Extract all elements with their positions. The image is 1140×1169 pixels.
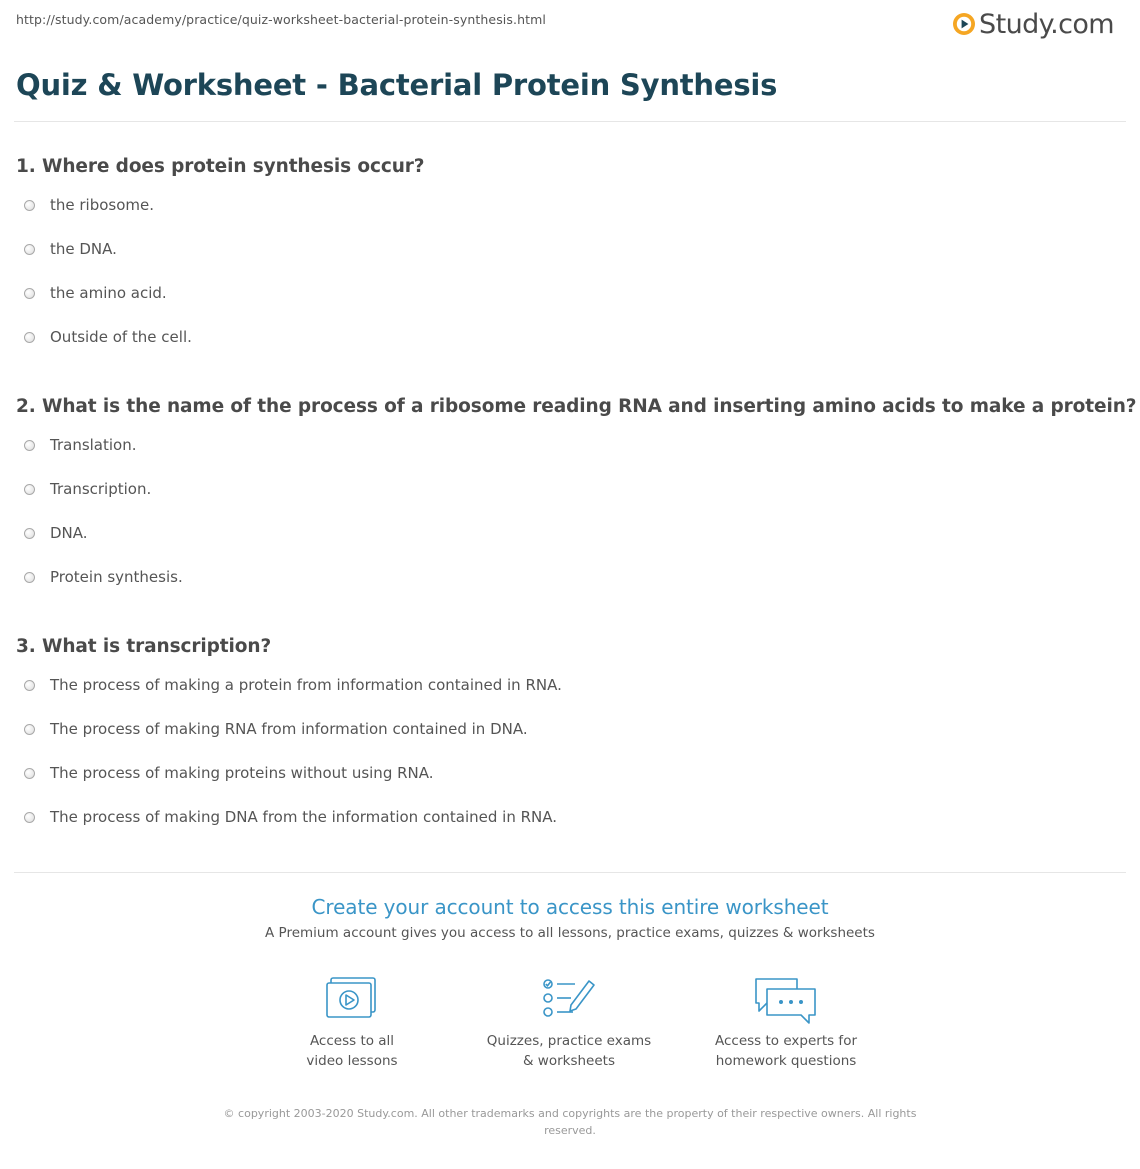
radio-button[interactable] (24, 332, 35, 343)
answer-label: Transcription. (50, 480, 152, 498)
answer-label: the ribosome. (50, 196, 155, 214)
answer-option[interactable] (16, 435, 1126, 479)
radio-button[interactable] (24, 812, 35, 823)
answer-option[interactable] (16, 479, 1126, 523)
radio-button[interactable] (24, 200, 35, 211)
answer-label: the amino acid. (50, 284, 167, 302)
question-3 (16, 632, 1126, 851)
answer-option[interactable] (16, 567, 1126, 611)
answer-option[interactable] (16, 763, 1126, 807)
feature-label-line: homework questions (715, 1053, 857, 1069)
answer-options (16, 435, 1126, 611)
question-text: 1. Where does protein synthesis occur? (16, 156, 425, 177)
question-2 (16, 392, 1137, 611)
feature-experts (686, 975, 886, 1071)
radio-button[interactable] (24, 440, 35, 451)
radio-button[interactable] (24, 244, 35, 255)
chat-bubbles-icon (753, 975, 819, 1027)
feature-label (686, 1031, 886, 1071)
feature-video-lessons (252, 975, 452, 1071)
divider (14, 872, 1126, 873)
answer-option[interactable] (16, 327, 1126, 371)
answer-label: The process of making proteins without using RNA. (50, 764, 434, 782)
answer-label: the DNA. (50, 240, 117, 258)
study-logo[interactable] (952, 6, 1114, 42)
question-text: 2. What is the name of the process of a ribosome reading RNA and inserting amino acids to make a protein? (16, 396, 1137, 417)
answer-label: The process of making DNA from the information contained in RNA. (50, 808, 558, 826)
answer-options (16, 195, 1126, 371)
radio-button[interactable] (24, 572, 35, 583)
radio-button[interactable] (24, 724, 35, 735)
video-lesson-icon (325, 975, 379, 1021)
feature-label-line: Access to all (309, 1033, 395, 1049)
play-circle-icon (952, 12, 976, 36)
question-text: 3. What is transcription? (16, 636, 272, 657)
answer-label: DNA. (50, 524, 88, 542)
copyright-line: reserved. (544, 1124, 596, 1137)
answer-label: Protein synthesis. (50, 568, 183, 586)
quiz-checklist-icon (541, 975, 597, 1021)
copyright-line: © copyright 2003-2020 Study.com. All other trademarks and copyrights are the property of their respective owners. All rights (223, 1107, 917, 1120)
feature-label (252, 1031, 452, 1071)
answer-option[interactable] (16, 239, 1126, 283)
radio-button[interactable] (24, 484, 35, 495)
radio-button[interactable] (24, 528, 35, 539)
divider (14, 121, 1126, 122)
radio-button[interactable] (24, 768, 35, 779)
cta-subtitle: A Premium account gives you access to all lessons, practice exams, quizzes & worksheets (265, 925, 875, 941)
copyright-notice (210, 1105, 930, 1139)
answer-option[interactable] (16, 675, 1126, 719)
feature-label (469, 1031, 669, 1071)
page-url: http://study.com/academy/practice/quiz-worksheet-bacterial-protein-synthesis.html (16, 12, 546, 27)
feature-label-line: video lessons (306, 1053, 398, 1069)
answer-label: Translation. (50, 436, 137, 454)
answer-option[interactable] (16, 283, 1126, 327)
page-title: Quiz & Worksheet - Bacterial Protein Synthesis (16, 68, 778, 102)
answer-option[interactable] (16, 807, 1126, 851)
radio-button[interactable] (24, 680, 35, 691)
answer-label: The process of making RNA from information contained in DNA. (50, 720, 528, 738)
radio-button[interactable] (24, 288, 35, 299)
question-1 (16, 152, 1126, 371)
answer-label: Outside of the cell. (50, 328, 192, 346)
cta-title-link[interactable]: Create your account to access this entire worksheet (311, 895, 829, 919)
answer-option[interactable] (16, 719, 1126, 763)
feature-quizzes (469, 975, 669, 1071)
feature-label-line: Access to experts for (714, 1033, 857, 1049)
logo-text: Study.com (979, 8, 1114, 40)
feature-label-line: & worksheets (522, 1053, 615, 1069)
answer-option[interactable] (16, 195, 1126, 239)
answer-label: The process of making a protein from information contained in RNA. (50, 676, 562, 694)
answer-option[interactable] (16, 523, 1126, 567)
answer-options (16, 675, 1126, 851)
feature-label-line: Quizzes, practice exams (486, 1033, 652, 1049)
